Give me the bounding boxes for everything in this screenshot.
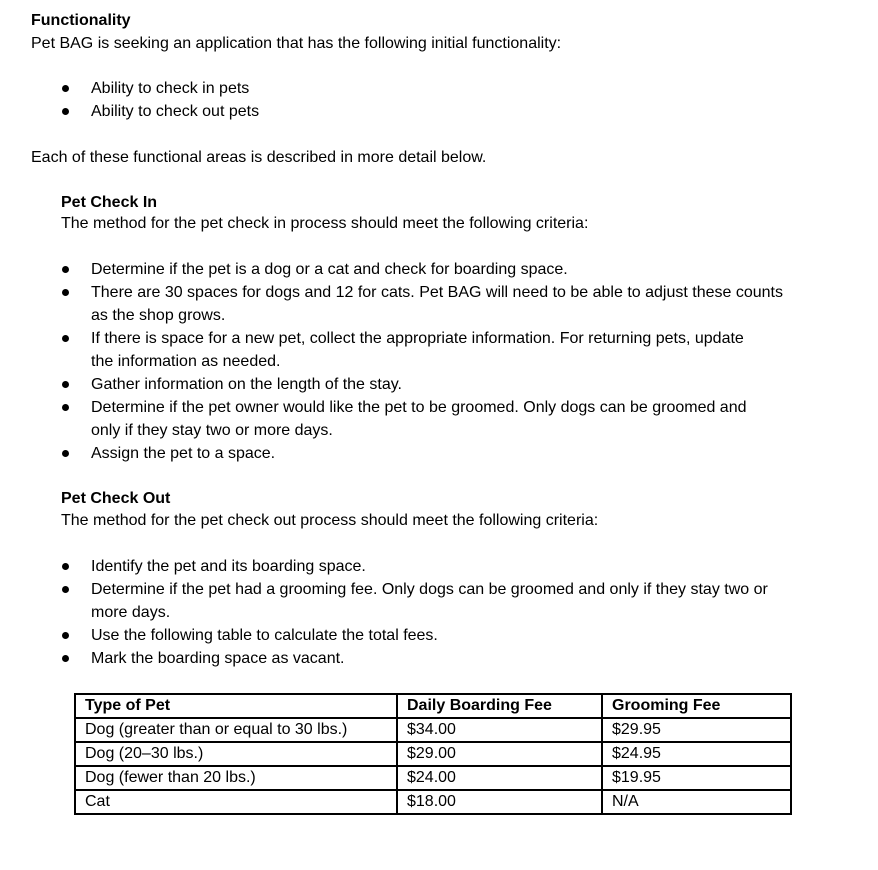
table-cell: $19.95 <box>602 766 791 790</box>
section-heading-functionality: Functionality <box>31 12 131 29</box>
bullet-icon <box>62 632 69 639</box>
table-cell: Cat <box>75 790 397 814</box>
check-out-intro: The method for the pet check out process should meet the following criteria: <box>61 512 599 529</box>
bullet-icon <box>62 563 69 570</box>
check-out-line: Use the following table to calculate the total fees. <box>91 627 438 644</box>
check-out-line: more days. <box>91 604 171 621</box>
functionality-item: Ability to check in pets <box>91 80 250 97</box>
check-in-line: only if they stay two or more days. <box>91 422 333 439</box>
check-in-intro: The method for the pet check in process should meet the following criteria: <box>61 215 589 232</box>
section-heading-check-out: Pet Check Out <box>61 490 171 507</box>
table-row <box>75 766 791 790</box>
table-cell: $29.95 <box>602 718 791 742</box>
bullet-icon <box>62 335 69 342</box>
table-header-cell: Type of Pet <box>75 694 397 718</box>
table-header-cell: Grooming Fee <box>602 694 791 718</box>
section-heading-check-in: Pet Check In <box>61 194 158 211</box>
check-out-line: Mark the boarding space as vacant. <box>91 650 345 667</box>
check-out-line: Determine if the pet had a grooming fee. Only dogs can be groomed and only if they stay two or <box>91 581 768 598</box>
table-header-cell: Daily Boarding Fee <box>397 694 602 718</box>
bullet-icon <box>62 655 69 662</box>
check-in-line: as the shop grows. <box>91 307 226 324</box>
check-in-line: Determine if the pet is a dog or a cat and check for boarding space. <box>91 261 568 278</box>
functionality-intro: Pet BAG is seeking an application that has the following initial functionality: <box>31 35 562 52</box>
table-row <box>75 790 791 814</box>
check-in-line: There are 30 spaces for dogs and 12 for cats. Pet BAG will need to be able to adjust these counts <box>91 284 783 301</box>
check-in-line: If there is space for a new pet, collect the appropriate information. For returning pets, update <box>91 330 744 347</box>
functionality-note: Each of these functional areas is described in more detail below. <box>31 149 487 166</box>
table-cell: $24.95 <box>602 742 791 766</box>
bullet-icon <box>62 108 69 115</box>
table-cell: Dog (20–30 lbs.) <box>75 742 397 766</box>
table-cell: $18.00 <box>397 790 602 814</box>
check-in-line: the information as needed. <box>91 353 281 370</box>
check-in-line: Gather information on the length of the stay. <box>91 376 402 393</box>
table-cell: $34.00 <box>397 718 602 742</box>
bullet-icon <box>62 85 69 92</box>
bullet-icon <box>62 586 69 593</box>
bullet-icon <box>62 289 69 296</box>
table-row <box>75 742 791 766</box>
functionality-item: Ability to check out pets <box>91 103 260 120</box>
bullet-icon <box>62 450 69 457</box>
table-cell: $29.00 <box>397 742 602 766</box>
bullet-icon <box>62 381 69 388</box>
bullet-icon <box>62 404 69 411</box>
fee-table <box>74 693 792 815</box>
check-out-line: Identify the pet and its boarding space. <box>91 558 366 575</box>
table-cell: N/A <box>602 790 791 814</box>
table-cell: $24.00 <box>397 766 602 790</box>
table-row <box>75 718 791 742</box>
table-cell: Dog (greater than or equal to 30 lbs.) <box>75 718 397 742</box>
bullet-icon <box>62 266 69 273</box>
table-header-row <box>75 694 791 718</box>
check-in-line: Assign the pet to a space. <box>91 445 276 462</box>
check-in-line: Determine if the pet owner would like the pet to be groomed. Only dogs can be groomed and <box>91 399 747 416</box>
table-cell: Dog (fewer than 20 lbs.) <box>75 766 397 790</box>
